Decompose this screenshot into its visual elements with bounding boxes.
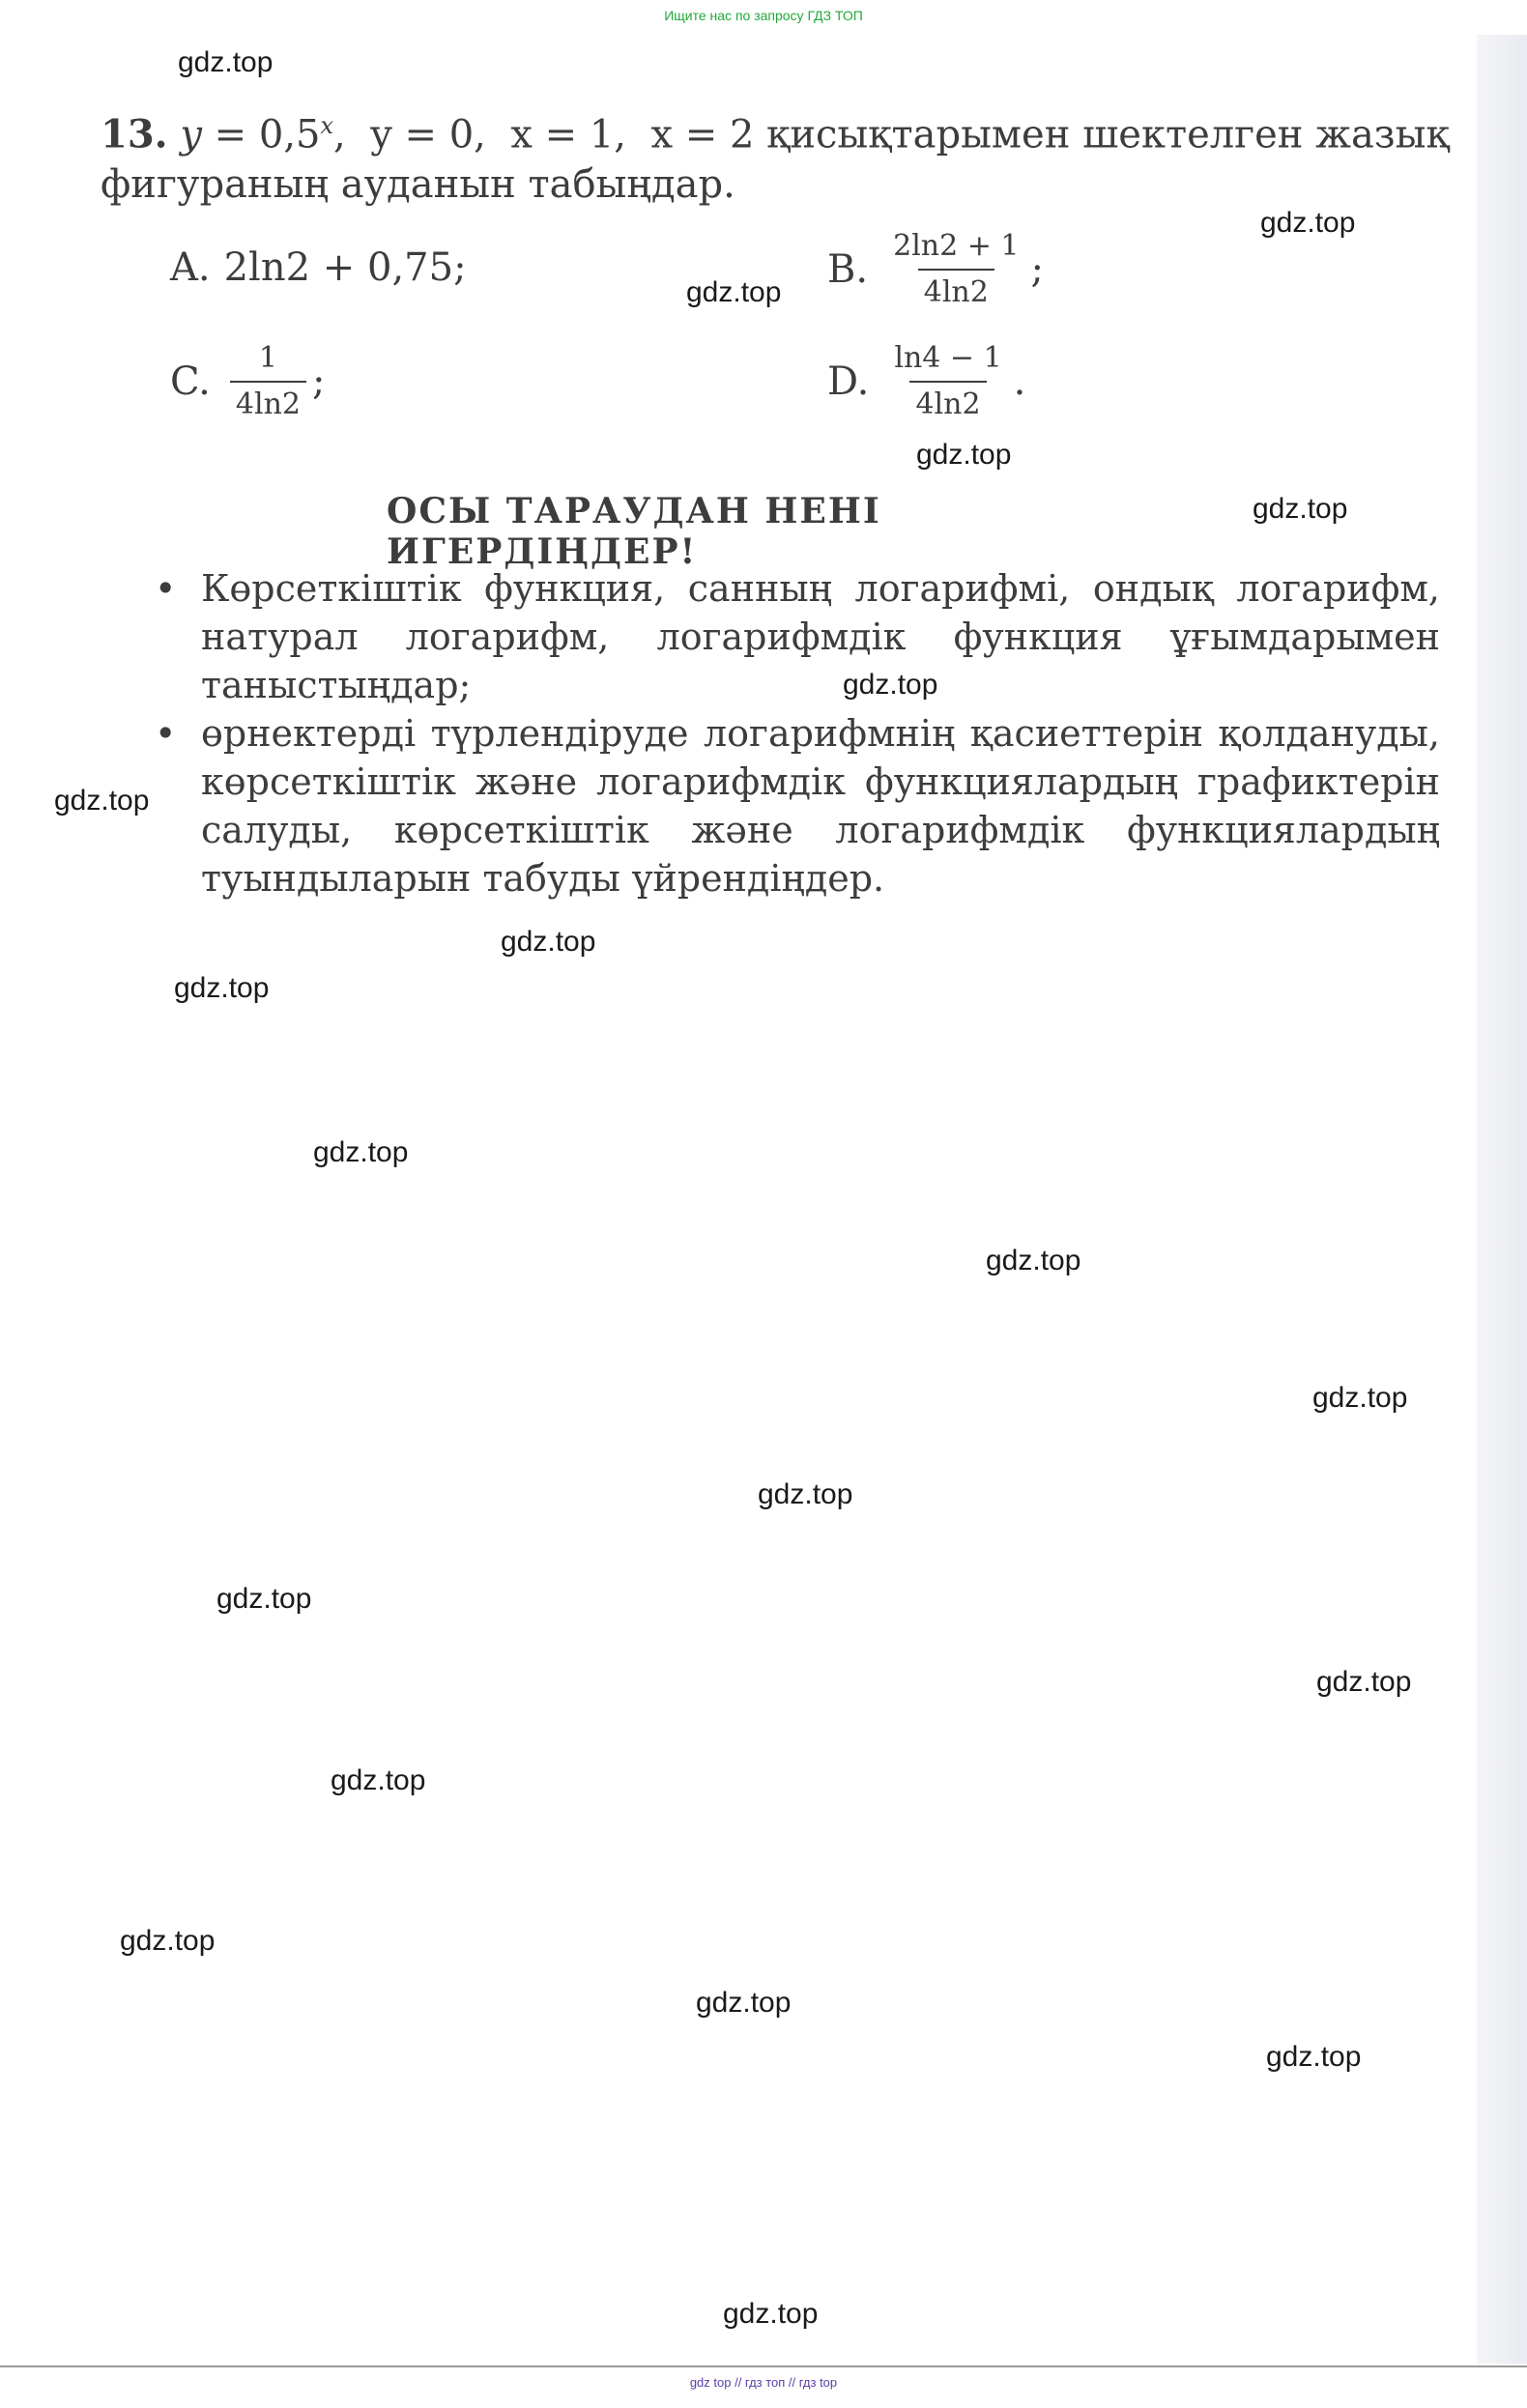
watermark: gdz.top xyxy=(723,2298,819,2330)
watermark: gdz.top xyxy=(1253,493,1348,525)
watermark: gdz.top xyxy=(54,785,150,817)
watermark: gdz.top xyxy=(1312,1382,1408,1414)
option-d-fraction xyxy=(888,340,1007,423)
page-edge xyxy=(1477,35,1527,2364)
watermark: gdz.top xyxy=(120,1925,216,1957)
watermark: gdz.top xyxy=(686,276,782,308)
option-b-denominator: 4ln2 xyxy=(918,269,994,311)
watermark: gdz.top xyxy=(758,1478,853,1510)
watermark: gdz.top xyxy=(174,972,270,1004)
option-c-numerator: 1 xyxy=(258,341,277,375)
watermark: gdz.top xyxy=(696,1987,792,2019)
option-d-denominator: 4ln2 xyxy=(909,381,986,423)
watermark: gdz.top xyxy=(1266,2041,1362,2073)
eq4: x = 2 xyxy=(650,112,755,158)
watermark: gdz.top xyxy=(843,669,938,701)
watermark: gdz.top xyxy=(986,1245,1081,1276)
option-b-fraction xyxy=(887,228,1024,311)
option-d[interactable] xyxy=(827,340,1025,423)
option-c-suffix: ; xyxy=(312,359,326,404)
section-title: ОСЫ ТАРАУДАН НЕНІ ИГЕРДІҢДЕР! xyxy=(387,491,881,572)
eq3: x = 1, xyxy=(510,112,627,158)
option-a[interactable] xyxy=(170,245,467,290)
option-c-fraction xyxy=(230,340,306,423)
eq1-lhs: y xyxy=(180,112,202,158)
option-a-text: 2ln2 + 0,75; xyxy=(223,245,467,290)
task-13: 13. $y = 0,5^x$, y = 0, x = 1, x = 2 қисықтарымен шектелген жазық фигураның ауданын табыңдар. xyxy=(101,111,1450,208)
watermark: gdz.top xyxy=(1316,1666,1412,1698)
watermark: gdz.top xyxy=(331,1764,426,1796)
watermark: gdz.top xyxy=(916,439,1012,471)
task-text: қисықтарымен шектелген жазық фигураның ауданын табыңдар. xyxy=(101,112,1450,208)
watermark: gdz.top xyxy=(501,926,596,958)
option-c-letter: C. xyxy=(170,359,211,404)
summary-list xyxy=(155,564,1440,903)
watermark: gdz.top xyxy=(178,46,274,78)
option-d-suffix: . xyxy=(1013,359,1026,404)
option-b-numerator: 2ln2 + 1 xyxy=(893,229,1020,263)
watermark: gdz.top xyxy=(313,1136,409,1168)
option-b-letter: B. xyxy=(827,247,869,292)
page-divider xyxy=(0,2365,1527,2367)
option-c-denominator: 4ln2 xyxy=(230,381,306,423)
eq2: y = 0, xyxy=(370,112,486,158)
footer-note[interactable]: gdz top // гдз топ // гдз top xyxy=(689,2375,838,2390)
summary-item: • өрнектерді түрлендіруде логарифмнің қасиеттерін қолдануды, көрсеткіштік және логарифмдік функциялардың графиктерін салуды, көрсеткіштік және логарифмдік функциялардың туындыларын табуды үйрендіңдер. xyxy=(155,709,1440,903)
option-c[interactable] xyxy=(170,340,325,423)
top-search-note[interactable]: Ищите нас по запросу ГДЗ ТОП xyxy=(664,8,863,23)
watermark: gdz.top xyxy=(1260,207,1356,239)
watermark: gdz.top xyxy=(216,1583,312,1615)
option-d-numerator: ln4 − 1 xyxy=(894,341,1002,375)
option-a-letter: A. xyxy=(170,245,211,290)
option-b-suffix: ; xyxy=(1030,247,1044,292)
option-b[interactable] xyxy=(827,228,1044,311)
task-number: 13. xyxy=(101,111,168,158)
summary-item: • Көрсеткіштік функция, санның логарифмі, ондық логарифм, натурал логарифм, логарифмдік функция ұғымдарымен таныстыңдар; xyxy=(155,564,1440,709)
option-d-letter: D. xyxy=(827,359,870,404)
eq1-rhs: = 0,5 xyxy=(214,112,321,158)
eq1-exponent: x xyxy=(320,112,334,139)
